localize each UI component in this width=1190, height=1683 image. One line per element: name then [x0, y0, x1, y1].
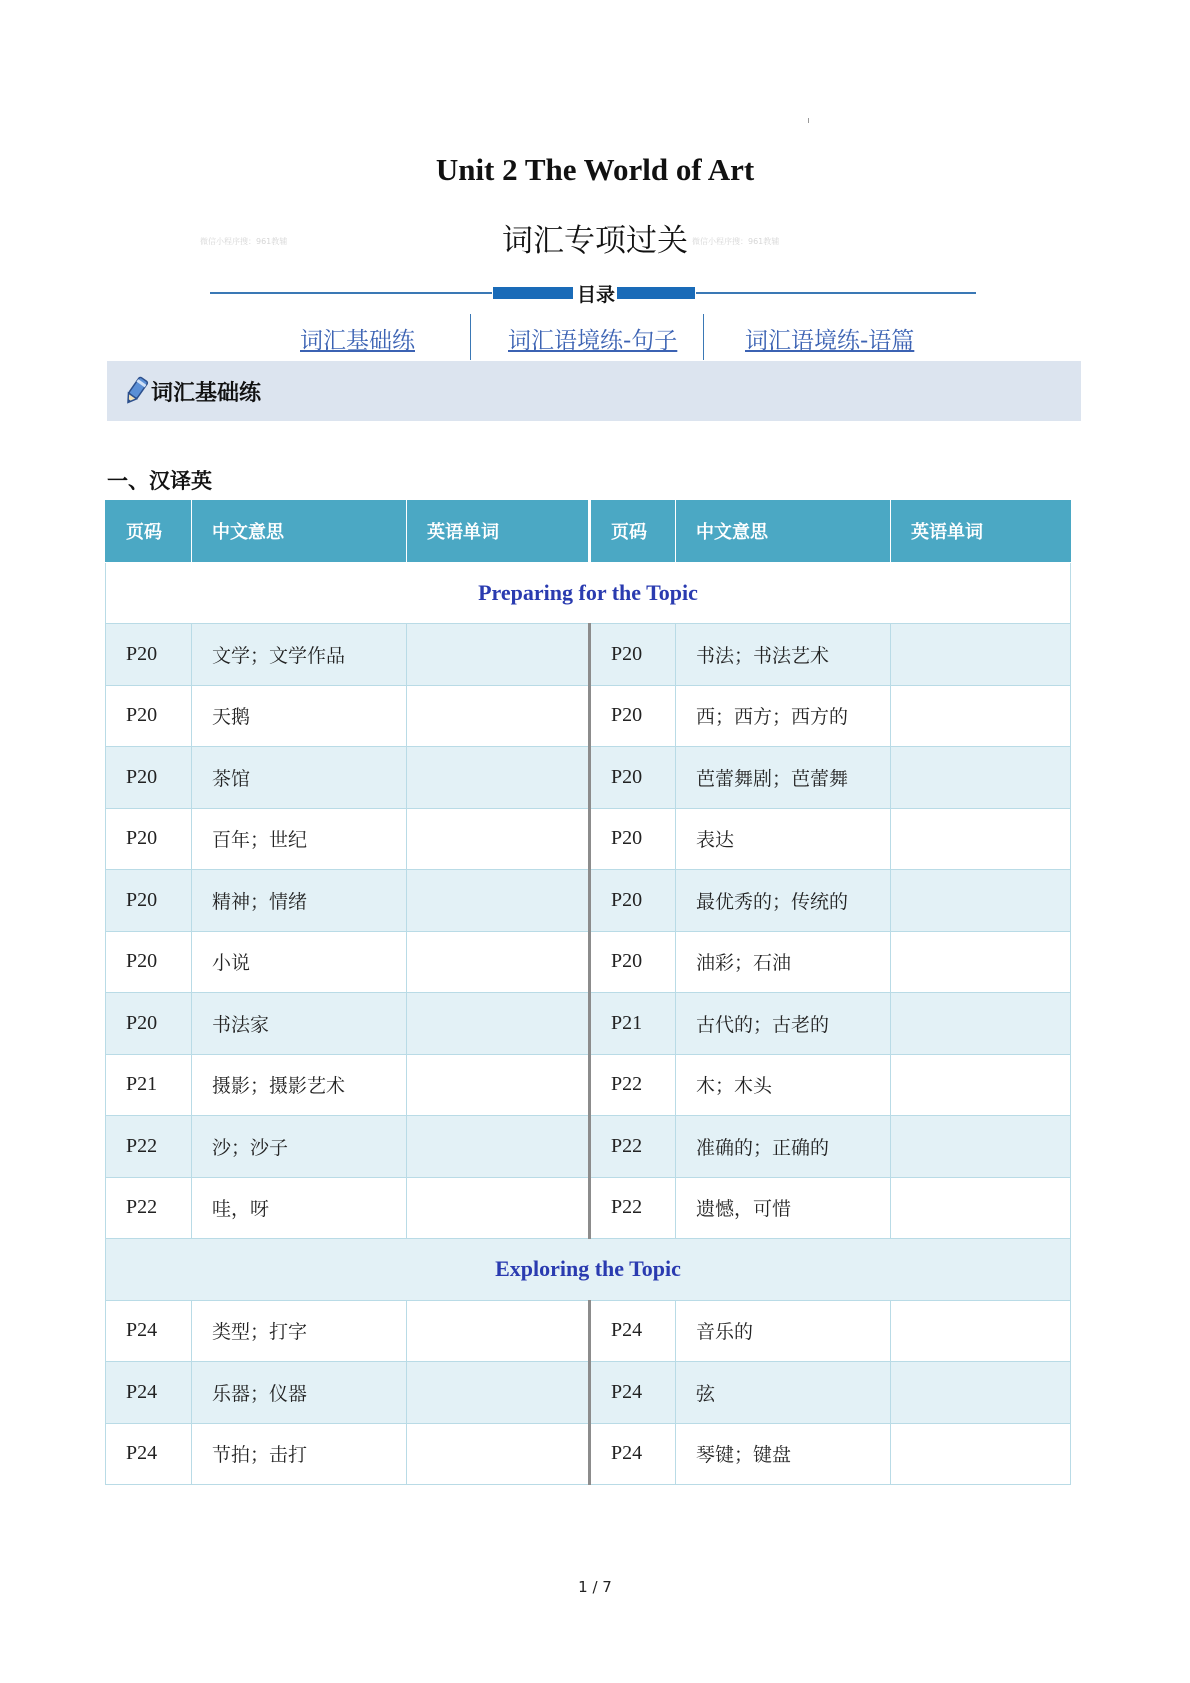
- table-row: [106, 808, 1071, 870]
- chinese-meaning-cell: 准确的；正确的: [676, 1116, 891, 1178]
- english-word-answer-cell[interactable]: [407, 808, 590, 870]
- document-title: Unit 2 The World of Art: [435, 152, 755, 187]
- chinese-meaning-cell: 西；西方；西方的: [676, 685, 891, 747]
- english-word-answer-cell[interactable]: [407, 747, 590, 809]
- page-cell: P22: [590, 1054, 676, 1116]
- page-cell: P21: [590, 993, 676, 1055]
- toc-separator: [470, 314, 471, 360]
- toc-line-right: [696, 292, 976, 294]
- chinese-meaning-cell: 弦: [676, 1362, 891, 1424]
- page-cell: P20: [106, 870, 192, 932]
- english-word-answer-cell[interactable]: [407, 993, 590, 1055]
- page-cell: P20: [590, 747, 676, 809]
- table-header-row: [106, 501, 1071, 563]
- english-word-answer-cell[interactable]: [407, 870, 590, 932]
- page-cell: P20: [590, 685, 676, 747]
- english-word-answer-cell[interactable]: [891, 808, 1071, 870]
- page-cell: P24: [106, 1423, 192, 1485]
- table-row: [106, 1177, 1071, 1239]
- chinese-meaning-cell: 类型；打字: [192, 1300, 407, 1362]
- table-group-row: [106, 1239, 1071, 1301]
- chinese-meaning-cell: 琴键；键盘: [676, 1423, 891, 1485]
- page-cell: P20: [106, 931, 192, 993]
- page-cell: P20: [590, 870, 676, 932]
- page-cell: P22: [106, 1177, 192, 1239]
- header-english-word: 英语单词: [891, 501, 1071, 563]
- page-cell: P20: [590, 931, 676, 993]
- chinese-meaning-cell: 遗憾，可惜: [676, 1177, 891, 1239]
- toc-link-sentences[interactable]: 词汇语境练-句子: [508, 328, 678, 354]
- page-cell: P24: [590, 1362, 676, 1424]
- table-row: [106, 1116, 1071, 1178]
- toc-separator: [703, 314, 704, 360]
- toc-link-passage[interactable]: 词汇语境练-语篇: [745, 328, 915, 354]
- table-row: [106, 685, 1071, 747]
- page-cell: P22: [590, 1116, 676, 1178]
- document-subtitle: 词汇专项过关: [502, 223, 688, 259]
- toc-line-left: [210, 292, 492, 294]
- toc-bar-right: [617, 287, 695, 299]
- chinese-meaning-cell: 芭蕾舞剧；芭蕾舞: [676, 747, 891, 809]
- header-chinese-meaning: 中文意思: [192, 501, 407, 563]
- page-cell: P20: [106, 993, 192, 1055]
- table-group-row: [106, 562, 1071, 624]
- page-cell: P24: [106, 1362, 192, 1424]
- page-cell: P24: [590, 1300, 676, 1362]
- page-cell: P24: [106, 1300, 192, 1362]
- english-word-answer-cell[interactable]: [407, 1054, 590, 1116]
- table-row: [106, 747, 1071, 809]
- english-word-answer-cell[interactable]: [891, 1177, 1071, 1239]
- table-row: [106, 1362, 1071, 1424]
- page-cell: P20: [106, 808, 192, 870]
- header-page: 页码: [590, 501, 676, 563]
- chinese-meaning-cell: 哇，呀: [192, 1177, 407, 1239]
- english-word-answer-cell[interactable]: [891, 1054, 1071, 1116]
- chinese-meaning-cell: 节拍；击打: [192, 1423, 407, 1485]
- english-word-answer-cell[interactable]: [891, 1423, 1071, 1485]
- chinese-meaning-cell: 乐器；仪器: [192, 1362, 407, 1424]
- english-word-answer-cell[interactable]: [407, 1177, 590, 1239]
- chinese-meaning-cell: 茶馆: [192, 747, 407, 809]
- section-header: [107, 361, 1081, 421]
- group-title: Exploring the Topic: [106, 1239, 1071, 1301]
- chinese-meaning-cell: 沙；沙子: [192, 1116, 407, 1178]
- page-cell: P22: [106, 1116, 192, 1178]
- page-cell: P20: [106, 624, 192, 686]
- chinese-meaning-cell: 古代的；古老的: [676, 993, 891, 1055]
- pencil-icon: [123, 376, 149, 406]
- chinese-meaning-cell: 音乐的: [676, 1300, 891, 1362]
- table-row: [106, 1054, 1071, 1116]
- exercise-heading: 一、汉译英: [107, 469, 212, 493]
- english-word-answer-cell[interactable]: [891, 685, 1071, 747]
- page-cell: P20: [106, 685, 192, 747]
- table-row: [106, 870, 1071, 932]
- english-word-answer-cell[interactable]: [407, 931, 590, 993]
- table-row: [106, 931, 1071, 993]
- watermark-right: 微信小程序搜：961教辅: [692, 237, 780, 246]
- page-cell: P20: [590, 808, 676, 870]
- page-cell: P20: [106, 747, 192, 809]
- english-word-answer-cell[interactable]: [891, 1116, 1071, 1178]
- english-word-answer-cell[interactable]: [407, 624, 590, 686]
- chinese-meaning-cell: 书法家: [192, 993, 407, 1055]
- table-row: [106, 1300, 1071, 1362]
- english-word-answer-cell[interactable]: [407, 1362, 590, 1424]
- chinese-meaning-cell: 精神；情绪: [192, 870, 407, 932]
- table-body: [106, 562, 1071, 1485]
- chinese-meaning-cell: 油彩；石油: [676, 931, 891, 993]
- page-cell: P22: [590, 1177, 676, 1239]
- english-word-answer-cell[interactable]: [891, 747, 1071, 809]
- english-word-answer-cell[interactable]: [407, 1116, 590, 1178]
- page-cell: P20: [590, 624, 676, 686]
- header-page: 页码: [106, 501, 192, 563]
- chinese-meaning-cell: 百年；世纪: [192, 808, 407, 870]
- page-indicator: 1 / 7: [578, 1578, 612, 1596]
- english-word-answer-cell[interactable]: [891, 624, 1071, 686]
- toc-link-basic[interactable]: 词汇基础练: [300, 328, 415, 354]
- watermark-left: 微信小程序搜：961教辅: [200, 237, 288, 246]
- english-word-answer-cell[interactable]: [891, 1362, 1071, 1424]
- header-english-word: 英语单词: [407, 501, 590, 563]
- english-word-answer-cell[interactable]: [891, 931, 1071, 993]
- margin-tick-mark: [808, 118, 809, 123]
- chinese-meaning-cell: 摄影；摄影艺术: [192, 1054, 407, 1116]
- english-word-answer-cell[interactable]: [407, 1423, 590, 1485]
- english-word-answer-cell[interactable]: [407, 1300, 590, 1362]
- table-row: [106, 993, 1071, 1055]
- page-cell: P24: [590, 1423, 676, 1485]
- english-word-answer-cell[interactable]: [891, 1300, 1071, 1362]
- english-word-answer-cell[interactable]: [407, 685, 590, 747]
- toc-label: 目录: [576, 284, 615, 306]
- toc-links: [0, 314, 1190, 360]
- table-row: [106, 1423, 1071, 1485]
- vocabulary-table: [105, 500, 1071, 1485]
- section-title: 词汇基础练: [151, 381, 262, 406]
- chinese-meaning-cell: 木；木头: [676, 1054, 891, 1116]
- chinese-meaning-cell: 小说: [192, 931, 407, 993]
- chinese-meaning-cell: 最优秀的；传统的: [676, 870, 891, 932]
- chinese-meaning-cell: 书法；书法艺术: [676, 624, 891, 686]
- header-chinese-meaning: 中文意思: [676, 501, 891, 563]
- chinese-meaning-cell: 表达: [676, 808, 891, 870]
- english-word-answer-cell[interactable]: [891, 870, 1071, 932]
- chinese-meaning-cell: 天鹅: [192, 685, 407, 747]
- toc-bar-left: [493, 287, 573, 299]
- table-row: [106, 624, 1071, 686]
- page-cell: P21: [106, 1054, 192, 1116]
- chinese-meaning-cell: 文学；文学作品: [192, 624, 407, 686]
- group-title: Preparing for the Topic: [106, 562, 1071, 624]
- english-word-answer-cell[interactable]: [891, 993, 1071, 1055]
